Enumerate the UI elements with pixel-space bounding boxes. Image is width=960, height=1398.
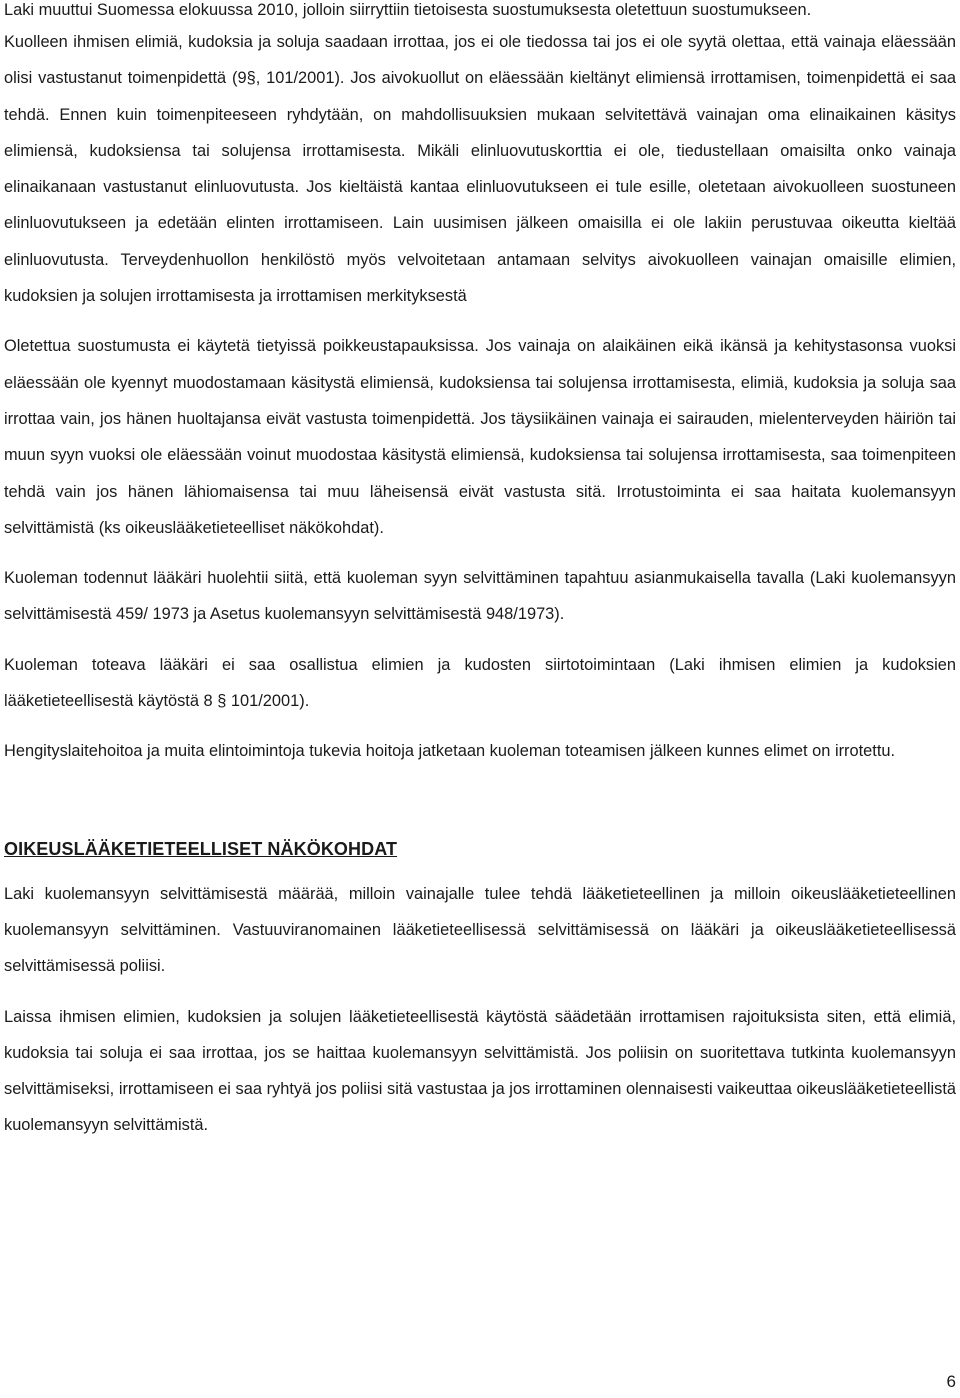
paragraph-presumed-consent: Kuolleen ihmisen elimiä, kudoksia ja soluja saadaan irrottaa, jos ei ole tiedossa tai jos ei ole syytä olettaa, että vainaja eläessään olisi vastustanut toimenpidettä (9§, 101/2001). Jos aivokuollut on eläessään kieltänyt elimiensä irrottamisen, toimenpidettä ei saa tehdä. Ennen kuin toimenpiteeseen ryhdytään, on mahdollisuuksien mukaan selvitettävä vainajan oma elinaikainen käsitys elimiensä, kudoksiensa tai solujensa irrottamisesta. Mikäli elinluovutuskorttia ei ole, tiedustellaan omaisilta onko vainaja elinaikanaan vastustanut elinluovutusta. Jos kieltäistä kantaa elinluovutukseen ei tule esille, oletetaan aivokuolleen suostuneen elinluovutukseen ja edetään elinten irrottamiseen. Lain uusimisen jälkeen omaisilla ei ole lakiin perustuvaa oikeutta kieltää elinluovutusta. Terveydenhuollon henkilöstö myös velvoitetaan antamaan selvitys aivokuolleen vainajan omaisille elimien, kudoksien ja solujen irrottamisesta ja irrottamisen merkityksestä xyxy=(4,33,956,306)
document-page xyxy=(4,0,956,1144)
paragraph-removal-restrictions: Laissa ihmisen elimien, kudoksien ja solujen lääketieteellisestä käytöstä säädetään irrottamisen rajoituksista siten, että elimiä, kudoksia tai soluja ei saa irrottaa, jos se haittaa kuolemansyyn selvittämistä. Jos poliisin on suoritettava tutkinta kuolemansyyn selvittämiseksi, irrottamiseen ei saa ryhtyä jos poliisi sitä vastustaa ja jos irrottaminen olennaisesti vaikeuttaa oikeuslääketieteellistä kuolemansyyn selvittämistä. xyxy=(4,1007,956,1135)
paragraph-death-cause: Kuoleman todennut lääkäri huolehtii siitä, että kuoleman syyn selvittäminen tapahtuu asianmukaisella tavalla (Laki kuolemansyyn selvittämisestä 459/ 1973 ja Asetus kuolemansyyn selvittämisestä 948/1973). xyxy=(4,569,956,624)
section-heading: OIKEUSLÄÄKETIETEELLISET NÄKÖKOHDAT xyxy=(4,838,398,859)
paragraph-doctor-restriction: Kuoleman toteava lääkäri ei saa osallistua elimien ja kudosten siirtotoimintaan (Laki ihmisen elimien ja kudoksien lääketieteellisestä käytöstä 8 § 101/2001). xyxy=(4,655,956,711)
page-number: 6 xyxy=(946,1372,956,1391)
paragraph-ventilator-care: Hengityslaitehoitoa ja muita elintoimintoja tukevia hoitoja jatketaan kuoleman toteamisen jälkeen kunnes elimet on irrotettu. xyxy=(4,742,896,761)
paragraph-exceptions: Oletettua suostumusta ei käytetä tietyissä poikkeustapauksissa. Jos vainaja on alaikäinen eikä ikänsä ja kehitystasonsa vuoksi eläessään ole kyennyt muodostamaan käsitystä elimiensä, kudoksiensa tai solujensa irrottamisesta, elimiä, kudoksia ja soluja saa irrottaa vain, jos hänen huoltajansa eivät vastusta toimenpidettä. Jos täysiikäinen vainaja ei sairauden, mielenterveyden häiriön tai muun syyn vuoksi ole eläessään voinut muodostaa käsitystä elimiensä, kudoksiensa tai solujensa irrottamisesta, saa toimenpiteen tehdä vain jos hänen lähiomaisensa tai muu läheisensä eivät vastusta sitä. Irrotustoiminta ei saa haitata kuolemansyyn selvittämistä (ks oikeuslääketieteelliset näkökohdat). xyxy=(4,337,956,537)
paragraph-forensic-law: Laki kuolemansyyn selvittämisestä määrää, milloin vainajalle tulee tehdä lääketieteellinen ja milloin oikeuslääketieteellinen kuolemansyyn selvittäminen. Vastuuviranomainen lääketieteellisessä selvittämisessä on lääkäri ja oikeuslääketieteellisessä selvittämisessä poliisi. xyxy=(4,884,956,976)
paragraph-law-change: Laki muuttui Suomessa elokuussa 2010, jolloin siirryttiin tietoisesta suostumuksesta oletettuun suostumukseen. xyxy=(4,1,812,19)
